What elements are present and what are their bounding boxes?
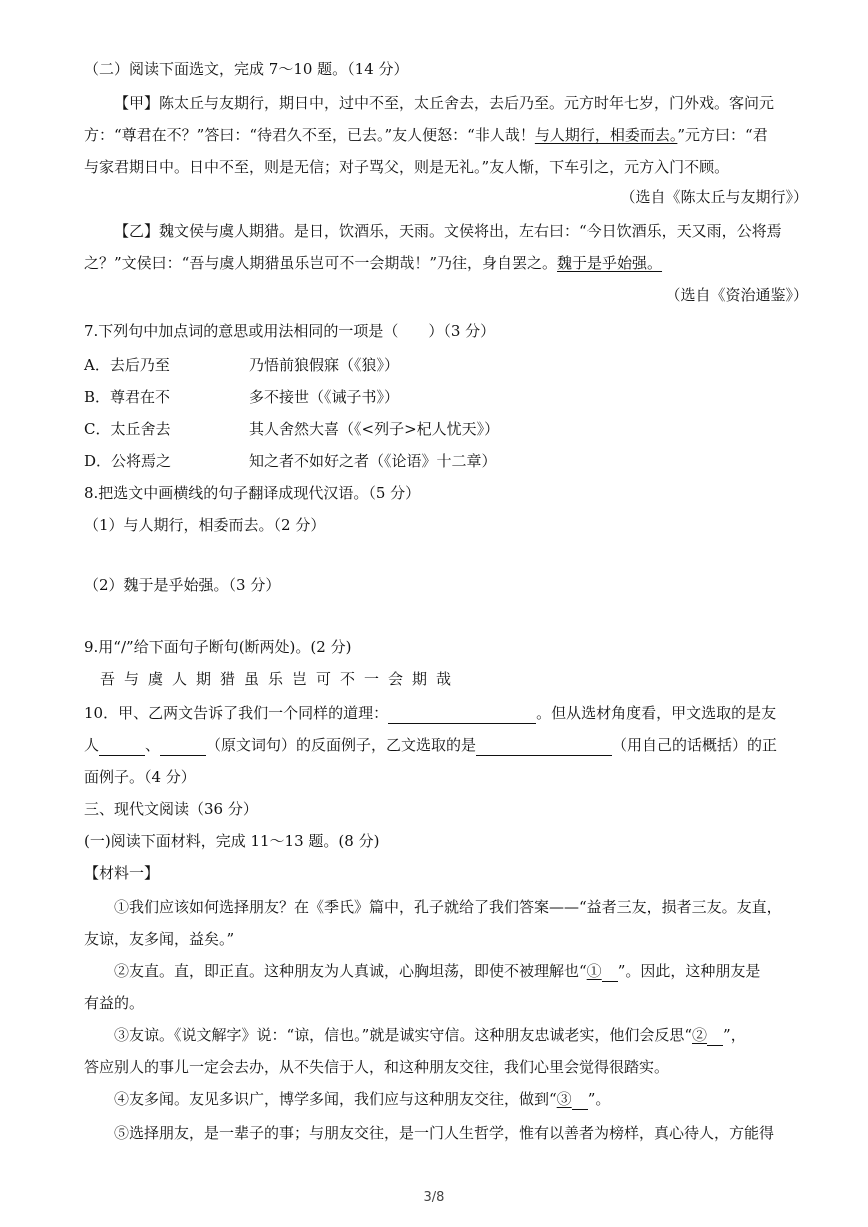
question-10-text-1: 10．甲、乙两文告诉了我们一个同样的道理： (84, 704, 389, 722)
question-8-sub-2: （2）魏于是乎始强。（3 分） (84, 576, 281, 594)
question-7-option-c (84, 418, 824, 440)
passage-yi-line-2 (84, 252, 824, 274)
question-10-line-3: 面例子。（4 分） (84, 768, 196, 786)
para-4-text-b: ”。 (587, 1090, 611, 1108)
question-9-sentence: 吾与虞人期猎虽乐岂可不一会期哉 (100, 670, 461, 688)
answer-blank-1[interactable] (99, 739, 145, 756)
question-9-stem: 9.用“/”给下面句子断句(断两处)。(2 分) (84, 638, 352, 656)
answer-blank-3[interactable] (476, 739, 612, 756)
passage-jia-line-2 (84, 124, 824, 146)
para-3-text-b: ”， (723, 1026, 746, 1044)
question-10-line-2 (84, 734, 824, 756)
underlined-sentence-2: 魏于是乎始强。 (557, 254, 663, 272)
option-c-compare: 其人舍然大喜（《<列子>杞人忧天》） (249, 420, 500, 438)
section-3-heading: 三、现代文阅读（36 分） (84, 800, 258, 818)
fill-blank-3-line (572, 1095, 588, 1110)
fill-blank-1-line (602, 967, 618, 982)
question-10-text-3: 人 (84, 736, 100, 754)
passage-yi-line-2-text: 之？”文侯曰：“吾与虞人期猎虽乐岂可不一会期哉！”乃往，身自罢之。 (84, 254, 558, 272)
passage-yi-source: （选自《资治通鉴》） (665, 286, 808, 304)
question-7-option-b (84, 386, 824, 408)
underlined-sentence-1: 与人期行，相委而去。 (534, 126, 678, 144)
passage-jia-line-2-text-b: ”元方曰：“君 (677, 126, 768, 144)
material-1-title: 【材料一】 (84, 864, 160, 882)
option-b-phrase: B．尊君在不 (84, 388, 171, 406)
material-para-1-line-2: 友谅，友多闻，益矣。” (84, 930, 235, 948)
material-para-1-line-1: ①我们应该如何选择朋友？在《季氏》篇中，孔子就给了我们答案——“益者三友，损者三友。友直， (114, 898, 782, 916)
question-10-text-6: （用自己的话概括）的正 (612, 736, 778, 754)
material-para-2-line-2: 有益的。 (84, 994, 145, 1012)
section-2-heading: （二）阅读下面选文，完成 7～10 题。（14 分） (84, 60, 409, 78)
option-a-phrase: A．去后乃至 (84, 356, 170, 374)
option-b-compare: 多不接世（《诫子书》） (249, 388, 400, 406)
material-para-5: ⑤选择朋友，是一辈子的事；与朋友交往，是一门人生哲学，惟有以善者为榜样，真心待人，方能得 (114, 1124, 775, 1142)
option-c-phrase: C．太丘舍去 (84, 420, 171, 438)
passage-jia-source: （选自《陈太丘与友期行》） (620, 188, 808, 206)
passage-jia-line-1: 【甲】陈太丘与友期行，期日中，过中不至，太丘舍去，去后乃至。元方时年七岁，门外戏。客问元 (114, 94, 775, 112)
page-number: 3/8 (423, 1190, 445, 1205)
material-para-4 (114, 1088, 854, 1110)
para-4-text-a: ④友多闻。友见多识广，博学多闻，我们应与这种朋友交往，做到“ (114, 1090, 557, 1108)
question-7-stem: 7.下列句中加点词的意思或用法相同的一项是（ ）（3 分） (84, 322, 496, 340)
answer-blank-lesson[interactable] (388, 707, 536, 724)
fill-blank-3[interactable]: ③ (556, 1090, 572, 1108)
material-para-2-line-1 (114, 960, 854, 982)
answer-blank-2[interactable] (160, 739, 206, 756)
para-2-text-b: ”。因此，这种朋友是 (617, 962, 761, 980)
question-10-text-4: 、 (145, 736, 161, 754)
question-7-option-d (84, 450, 824, 472)
material-para-3-line-1 (114, 1024, 854, 1046)
fill-blank-1[interactable]: ① (586, 962, 602, 980)
option-a-compare: 乃悟前狼假寐（《狼》） (249, 356, 400, 374)
fill-blank-2-line (707, 1031, 723, 1046)
fill-blank-2[interactable]: ② (692, 1026, 708, 1044)
section-3-sub-heading: (一)阅读下面材料，完成 11～13 题。(8 分) (84, 832, 380, 850)
passage-jia-line-2-text-a: 方：“尊君在不？”答曰：“待君久不至，已去。”友人便怒：“非人哉！ (84, 126, 535, 144)
question-10-text-5: （原文词句）的反面例子，乙文选取的是 (206, 736, 477, 754)
material-para-3-line-2: 答应别人的事儿一定会去办，从不失信于人，和这种朋友交往，我们心里会觉得很踏实。 (84, 1058, 670, 1076)
question-8-stem: 8.把选文中画横线的句子翻译成现代汉语。（5 分） (84, 484, 421, 502)
option-d-compare: 知之者不如好之者（《论语》十二章） (249, 452, 497, 470)
question-10-line-1 (84, 702, 824, 724)
para-2-text-a: ②友直。直，即正直。这种朋友为人真诚，心胸坦荡，即使不被理解也“ (114, 962, 587, 980)
question-7-option-a (84, 354, 824, 376)
question-8-sub-1: （1）与人期行，相委而去。（2 分） (84, 516, 326, 534)
question-10-text-2: 。但从选材角度看，甲文选取的是友 (536, 704, 777, 722)
option-d-phrase: D．公将焉之 (84, 452, 172, 470)
passage-yi-line-1: 【乙】魏文侯与虞人期猎。是日，饮酒乐，天雨。文侯将出，左右曰：“今日饮酒乐，天又雨，公将焉 (114, 222, 782, 240)
passage-jia-line-3: 与家君期日中。日中不至，则是无信；对子骂父，则是无礼。”友人惭，下车引之，元方入门不顾。 (84, 158, 730, 176)
para-3-text-a: ③友谅。《说文解字》说：“谅，信也。”就是诚实守信。这种朋友忠诚老实，他们会反思“ (114, 1026, 693, 1044)
